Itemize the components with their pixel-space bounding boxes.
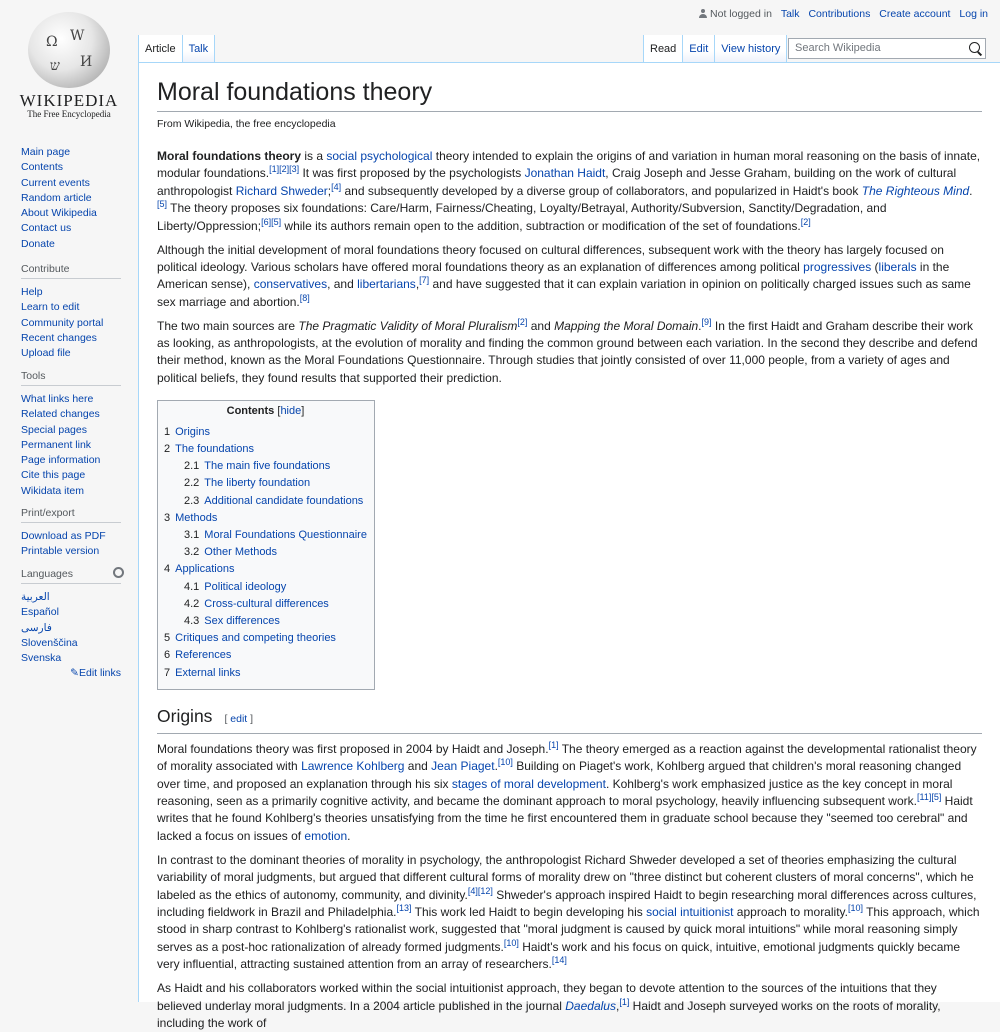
toc-item[interactable]: [164, 561, 367, 578]
text: Although the initial development of moral foundations theory focused on cultural differences, subsequent work with the theory has largely focused on political ideology. Various scholars have offered moral foundations theory as an explanation of differences among political: [157, 242, 944, 274]
toc-item[interactable]: [164, 579, 367, 596]
nav-permanent-link[interactable]: Permanent link: [21, 438, 92, 451]
text: ;: [327, 183, 332, 198]
toc-number: 4.3: [184, 615, 200, 628]
search-input[interactable]: [788, 38, 986, 59]
toc-number: 2.1: [184, 460, 200, 473]
citation[interactable]: [2]: [800, 216, 811, 227]
text: In contrast to the dominant theories of morality in psychology, the anthropologist Richard Shweder developed a set of theories emphasizing the cultural variability of moral judgments, but argued that different cultural forms of morality drew on "three distinct but coherent clusters of moral concerns", which he labeled as the ethics of autonomy, community, and divinity.: [157, 852, 974, 902]
text: ,: [415, 277, 420, 292]
talk-link[interactable]: Talk: [780, 8, 800, 20]
contributions-link[interactable]: Contributions: [808, 8, 871, 20]
nav-recent-changes[interactable]: Recent changes: [21, 331, 97, 344]
link-stages-of-moral-development[interactable]: stages of moral development: [451, 776, 606, 791]
text: .: [698, 318, 702, 333]
toc-hide-link[interactable]: hide: [280, 404, 302, 417]
toc-number: 5: [164, 632, 171, 645]
citation[interactable]: [1]: [619, 996, 630, 1007]
nav-help[interactable]: Help: [21, 286, 43, 298]
italic-title: Mapping the Moral Domain: [554, 318, 699, 333]
toc-link[interactable]: Origins: [175, 425, 210, 438]
toc-item[interactable]: [164, 527, 367, 544]
tools-heading: Tools: [21, 370, 121, 386]
link-liberals[interactable]: liberals: [878, 259, 917, 274]
text: The theory emerged as a reaction against the developmental rationalist theory of morality associated with: [157, 741, 977, 774]
text: .: [969, 183, 973, 198]
toc-item[interactable]: [164, 493, 367, 510]
nav-printable-version[interactable]: Printable version: [21, 545, 100, 558]
bold-term: Moral foundations theory: [157, 149, 301, 163]
text: , and: [327, 277, 358, 292]
link-jean-piaget[interactable]: Jean Piaget: [431, 759, 495, 774]
toc-number: 2.3: [184, 494, 200, 507]
view-tabs: [643, 35, 787, 62]
nav-contents[interactable]: Contents: [21, 161, 64, 174]
create-account-link[interactable]: Create account: [879, 8, 951, 20]
citation[interactable]: [2]: [517, 316, 528, 327]
text: Moral foundations theory was first proposed in 2004 by Haidt and Joseph.: [157, 741, 549, 756]
citation[interactable]: [1][2][3]: [269, 164, 300, 175]
citation[interactable]: [1]: [548, 739, 559, 750]
nav-community-portal[interactable]: Community portal: [21, 316, 104, 329]
toc-number: 6: [164, 649, 171, 662]
text: Haidt writes that he found Kohlberg's theories unsatisfying from the time he first encountered them in graduate school because they "seemed too cerebral" and lacked a focus on issues of: [157, 794, 973, 843]
toc-link[interactable]: Methods: [175, 511, 218, 524]
toc-item[interactable]: [164, 441, 367, 458]
toc-link[interactable]: The liberty foundation: [204, 477, 311, 490]
nav-donate[interactable]: Donate: [21, 237, 55, 250]
text: (: [871, 259, 879, 274]
tab-read[interactable]: Read: [643, 35, 682, 62]
toc-list: [164, 424, 367, 682]
citation[interactable]: [4]: [331, 181, 342, 192]
nav-wikidata-item[interactable]: Wikidata item: [21, 484, 85, 497]
toc-link[interactable]: Applications: [175, 563, 235, 576]
text: This work led Haidt to begin developing his: [411, 904, 647, 919]
citation[interactable]: [13]: [396, 902, 412, 913]
citation[interactable]: [7]: [419, 275, 430, 286]
toc-number: 2.2: [184, 477, 200, 490]
left-panel: [0, 0, 138, 1000]
lang-spanish[interactable]: Español: [21, 606, 59, 619]
nav-page-information[interactable]: Page information: [21, 454, 101, 467]
text: approach to morality.: [733, 904, 848, 919]
nav-cite-this-page[interactable]: Cite this page: [21, 469, 86, 482]
print-heading: Print/export: [21, 507, 121, 523]
nav-main-page[interactable]: Main page: [21, 146, 71, 158]
lead-paragraph-2: [157, 242, 982, 312]
edit-links-label: Edit links: [78, 667, 121, 680]
toc-number: 2: [164, 442, 171, 455]
edit-links[interactable]: [21, 667, 121, 679]
citation[interactable]: [10]: [847, 902, 863, 913]
text: is a: [301, 149, 327, 163]
tab-view-history[interactable]: View history: [714, 35, 787, 62]
not-logged-in-label: Not logged in: [710, 8, 772, 20]
toc-number: 3: [164, 511, 171, 524]
text: and subsequently developed by a diverse group of collaborators, and popularized in Haidt's book: [341, 183, 862, 198]
namespace-tabs: [138, 35, 215, 62]
section-edit-link[interactable]: edit: [230, 712, 248, 725]
section-title: Origins: [157, 705, 213, 726]
text: Shweder's approach inspired Haidt to begin researching moral differences across cultures, including fieldwork in Brazil and Philadelphia.: [157, 887, 977, 919]
text: and: [404, 759, 432, 774]
toc-number: 4.1: [184, 580, 200, 593]
toc-item[interactable]: [164, 544, 367, 561]
toc-item[interactable]: [164, 510, 367, 527]
toc-title-label: Contents: [226, 404, 275, 417]
text: , Craig Joseph and Jesse Graham, building on the work of cultural anthropologist: [157, 166, 957, 198]
tools-portal: [21, 370, 121, 499]
origins-paragraph-2: [157, 852, 982, 974]
lang-persian[interactable]: فارسی: [21, 621, 52, 634]
italic-title: The Pragmatic Validity of Moral Pluralism: [298, 318, 518, 333]
article-content: [138, 62, 1000, 1030]
text: .: [347, 828, 351, 843]
text: and: [527, 318, 555, 333]
text: Haidt and Joseph surveyed works on the roots of morality, including the work of: [157, 998, 941, 1030]
text: and have suggested that it can explain variation in opinion on politically charged issues such as same sex marriage and abortion.: [157, 277, 971, 309]
link-conservatives[interactable]: conservatives: [253, 277, 328, 292]
log-in-link[interactable]: Log in: [959, 8, 988, 20]
lang-slovenian[interactable]: Slovenščina: [21, 636, 78, 649]
contribute-portal: [21, 263, 121, 361]
lead-paragraph-1: [157, 148, 982, 235]
citation[interactable]: [6][5]: [261, 216, 282, 227]
languages-heading-label: Languages: [21, 568, 73, 580]
toc-hide-toggle[interactable]: [hide]: [277, 404, 305, 417]
text: Haidt's work and his focus on quick, intuitive, emotional judgments quickly became very influential, attracting sustained attention from an array of researchers.: [157, 939, 961, 972]
link-emotion[interactable]: emotion: [304, 828, 348, 843]
citation[interactable]: [10]: [503, 937, 519, 948]
link-righteous-mind[interactable]: [862, 184, 969, 198]
text: It was first proposed by the psychologists: [299, 166, 525, 181]
main-navigation: [21, 145, 121, 252]
text: .: [494, 759, 498, 774]
italic-title: The Righteous Mind: [861, 183, 970, 198]
toc-link[interactable]: The foundations: [175, 442, 255, 455]
citation[interactable]: [10]: [497, 757, 513, 768]
nav-related-changes[interactable]: Related changes: [21, 408, 100, 421]
user-icon: [699, 9, 707, 18]
section-edit: [ edit ]: [224, 712, 254, 725]
toc-link[interactable]: Cross-cultural differences: [204, 597, 329, 610]
citation[interactable]: [9]: [701, 316, 712, 327]
toc-item[interactable]: [164, 458, 367, 475]
nav-download-pdf[interactable]: Download as PDF: [21, 530, 106, 542]
toc-item[interactable]: [164, 596, 367, 613]
languages-heading: [21, 568, 121, 584]
not-logged-in: [699, 8, 772, 20]
toc-item[interactable]: [164, 665, 367, 682]
contribute-heading: Contribute: [21, 263, 121, 279]
site-subtitle: From Wikipedia, the free encyclopedia: [157, 118, 336, 130]
text: As Haidt and his collaborators worked within the social intuitionist approach, they began to devote attention to the sources of the intuitions that they believed underlay moral judgments. In a 2004 article published in the journal: [157, 981, 937, 1013]
toc-link[interactable]: Moral Foundations Questionnaire: [204, 529, 367, 541]
toc-title: [164, 405, 367, 417]
personal-tools: [693, 8, 988, 20]
nav-about[interactable]: About Wikipedia: [21, 207, 97, 220]
toc-item[interactable]: [164, 424, 367, 441]
print-portal: [21, 507, 121, 560]
text: Building on Piaget's work, Kohlberg argued that children's moral reasoning changed over time, and proposed an explanation through his six: [157, 759, 962, 791]
citation[interactable]: [14]: [551, 955, 567, 966]
lang-swedish[interactable]: Svenska: [21, 652, 62, 665]
citation[interactable]: [4][12]: [467, 885, 493, 896]
text: . Kohlberg's work emphasized justice as the key concept in moral reasoning, seen as a primarily cognitive activity, and became the dominant approach to moral psychology, heavily influencing subsequent work.: [157, 776, 953, 809]
nav-random-article[interactable]: Random article: [21, 191, 92, 204]
text: in the American sense),: [157, 259, 950, 292]
nav-current-events[interactable]: Current events: [21, 176, 90, 189]
toc-link[interactable]: External links: [175, 666, 241, 679]
toc-link[interactable]: Additional candidate foundations: [204, 494, 364, 507]
toc-number: 4: [164, 563, 171, 576]
lang-arabic[interactable]: العربية: [21, 591, 50, 603]
lead-paragraph-3: [157, 318, 982, 388]
toc-number: 3.2: [184, 546, 200, 559]
logo-tagline: The Free Encyclopedia: [27, 109, 111, 119]
nav-what-links-here[interactable]: What links here: [21, 393, 94, 405]
toc-item[interactable]: [164, 647, 367, 664]
toc-link[interactable]: Sex differences: [204, 615, 280, 628]
pencil-icon: ✎: [70, 667, 79, 680]
citation[interactable]: [8]: [299, 292, 310, 303]
text: The theory proposes six foundations: Care/Harm, Fairness/Cheating, Loyalty/Betrayal, Authority/Subversion, Sanctity/Degradation, and Liberty/Oppression;: [157, 201, 887, 233]
tab-talk[interactable]: Talk: [182, 35, 216, 62]
toc-number: 3.1: [184, 529, 200, 541]
toc-number: 7: [164, 666, 171, 679]
toc-number: 4.2: [184, 597, 200, 610]
section-heading-origins: [157, 704, 982, 734]
gear-icon[interactable]: [113, 567, 124, 578]
toc-link[interactable]: Other Methods: [204, 546, 278, 559]
text: ,: [615, 998, 620, 1013]
citation[interactable]: [11][5]: [916, 792, 942, 803]
toc-item[interactable]: [164, 475, 367, 492]
toc-link[interactable]: The main five foundations: [204, 460, 331, 473]
link-jonathan-haidt[interactable]: Jonathan Haidt: [524, 166, 606, 181]
text: The two main sources are: [157, 318, 299, 333]
table-of-contents: [157, 400, 375, 690]
search-icon[interactable]: [969, 42, 980, 53]
origins-paragraph-1: [157, 741, 982, 845]
nav-contact[interactable]: Contact us: [21, 222, 72, 235]
page-title: Moral foundations theory: [157, 77, 982, 112]
toc-link[interactable]: Critiques and competing theories: [175, 632, 336, 645]
link-social-intuitionist[interactable]: social intuitionist: [646, 904, 734, 919]
wikipedia-logo[interactable]: [0, 0, 138, 128]
link-progressives[interactable]: progressives: [803, 259, 872, 274]
nav-special-pages[interactable]: Special pages: [21, 423, 87, 436]
puzzle-globe-icon: Ω W И ש: [28, 12, 110, 88]
text: while its authors remain open to the addition, subtraction or modification of the set of foundations.: [281, 218, 801, 233]
citation[interactable]: [5]: [157, 199, 168, 210]
toc-item[interactable]: [164, 630, 367, 647]
origins-paragraph-3: [157, 980, 982, 1032]
link-daedalus[interactable]: [565, 999, 616, 1013]
nav-upload-file[interactable]: Upload file: [21, 347, 71, 360]
languages-portal: [21, 568, 121, 679]
text: theory intended to explain the origins of and variation in human moral reasoning on the basis of innate, modular foundations.: [157, 149, 981, 181]
tab-edit[interactable]: Edit: [682, 35, 714, 62]
toc-link[interactable]: References: [175, 649, 232, 662]
toc-item[interactable]: [164, 613, 367, 630]
nav-learn-to-edit[interactable]: Learn to edit: [21, 301, 80, 314]
toc-link[interactable]: Political ideology: [204, 580, 287, 593]
link-social-psychological[interactable]: social psychological: [326, 149, 433, 163]
link-lawrence-kohlberg[interactable]: Lawrence Kohlberg: [301, 759, 405, 774]
logo-wordmark: WIKIPEDIA: [19, 91, 119, 110]
text: This approach, which stood in sharp contrast to Kohlberg's rationalist work, suggested that "moral judgment is caused by quick moral intuitions" while moral reasoning simply serves as a post-hoc rationalization of already formed judgments.: [157, 904, 980, 954]
italic-title: Daedalus: [565, 998, 616, 1013]
tab-article[interactable]: Article: [138, 35, 182, 62]
toc-number: 1: [164, 425, 171, 438]
link-richard-shweder[interactable]: Richard Shweder: [235, 183, 328, 198]
link-libertarians[interactable]: libertarians: [357, 277, 416, 292]
search-placeholder: Search Wikipedia: [795, 42, 881, 54]
text: In the first Haidt and Graham describe their work as looking, as anthropologists, at the evolution of morality and finding the common ground between each variation. In the second they describe and defend their method, known as the Moral Foundations Questionnaire. Through studies that jointly consisted of over 11,000 people, from a variety of ages and political beliefs, they found results that supported their prediction.: [157, 318, 978, 385]
